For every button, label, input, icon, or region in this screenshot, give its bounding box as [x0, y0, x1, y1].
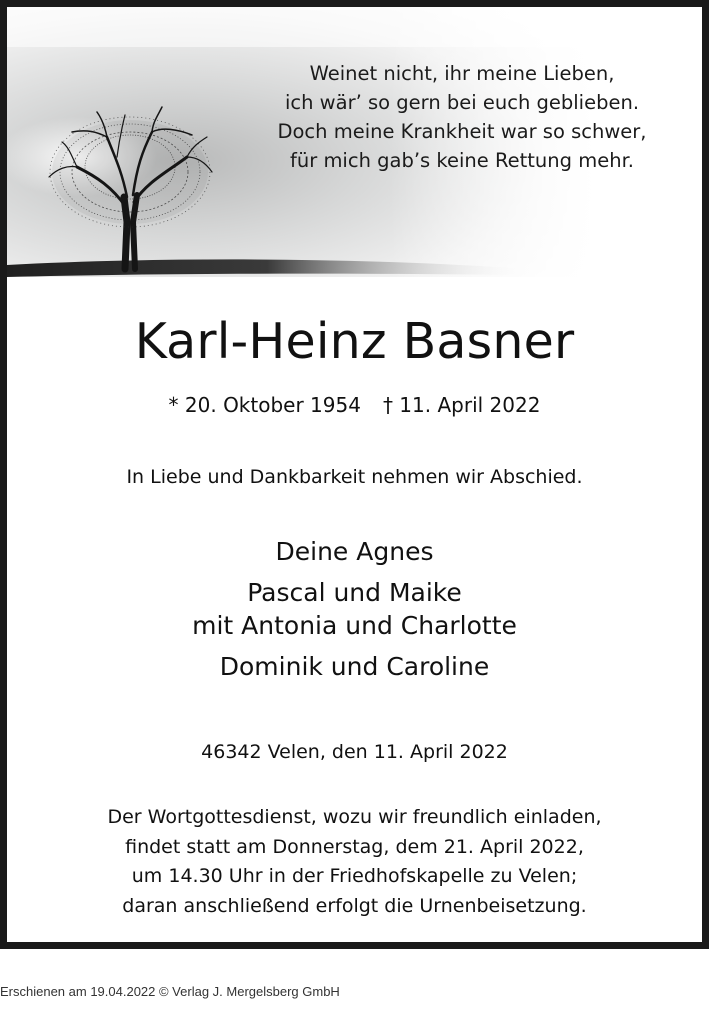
mourner-line: Pascal und Maike — [247, 578, 462, 607]
poem-line: Doch meine Krankheit war so schwer, — [277, 120, 647, 143]
service-line: findet statt am Donnerstag, dem 21. April 2022, — [125, 835, 584, 858]
birth-date: * 20. Oktober 1954 — [168, 393, 361, 417]
mourners-list — [7, 535, 702, 683]
poem-line: für mich gab’s keine Rettung mehr. — [290, 149, 634, 172]
death-date: † 11. April 2022 — [382, 393, 541, 417]
farewell-text: In Liebe und Dankbarkeit nehmen wir Abschied. — [126, 466, 583, 488]
service-line: um 14.30 Uhr in der Friedhofskapelle zu Velen; — [131, 865, 578, 887]
publication-footer: Erschienen am 19.04.2022 © Verlag J. Mergelsberg GmbH — [0, 984, 340, 999]
poem-verse — [242, 59, 682, 175]
service-line: Der Wortgottesdienst, wozu wir freundlich einladen, — [107, 806, 602, 828]
mourner-family-group — [7, 576, 702, 642]
mourner-line: mit Antonia und Charlotte — [192, 611, 517, 640]
life-dates — [7, 390, 702, 420]
mourner-family: Dominik und Caroline — [219, 652, 490, 681]
poem-line: ich wär’ so gern bei euch geblieben. — [284, 91, 640, 114]
mourner-spouse: Deine Agnes — [275, 537, 434, 566]
service-line: daran anschließend erfolgt die Urnenbeisetzung. — [122, 894, 587, 917]
deceased-name: Karl-Heinz Basner — [134, 313, 575, 370]
poem-line: Weinet nicht, ihr meine Lieben, — [309, 62, 615, 85]
place-and-date: 46342 Velen, den 11. April 2022 — [201, 741, 508, 763]
service-announcement — [7, 803, 702, 921]
